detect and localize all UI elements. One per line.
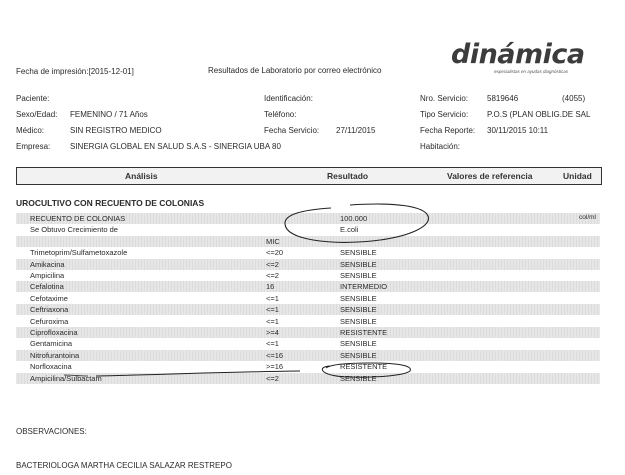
signature-name: BACTERIOLOGA MARTHA CECILIA SALAZAR RESTREPO	[16, 461, 232, 470]
mic-value-cell: <=20	[266, 248, 284, 258]
header-valores: Valores de referencia	[447, 171, 533, 181]
analisis-cell: RECUENTO DE COLONIAS	[30, 214, 126, 223]
sexo-label: Sexo/Edad:	[16, 110, 58, 119]
empresa-value: SINERGIA GLOBAL EN SALUD S.A.S - SINERGIA UBA 80	[70, 142, 281, 151]
tipo-servicio-label: Tipo Servicio:	[420, 110, 469, 119]
ident-label: Identificación:	[264, 94, 313, 103]
fecha-reporte-value: 30/11/2015 10:11	[487, 126, 549, 135]
mic-value-cell: <=1	[266, 339, 279, 349]
result-cell: 100.000	[340, 214, 368, 223]
analisis-cell: Nitrofurantoina	[30, 350, 80, 360]
header-resultado: Resultado	[327, 171, 369, 181]
mic-value-cell: 16	[266, 282, 275, 292]
observaciones-label: OBSERVACIONES:	[16, 427, 87, 436]
fecha-reporte-label: Fecha Reporte:	[420, 126, 476, 135]
mic-value-cell: <=2	[266, 259, 279, 269]
print-date: Fecha de impresión:[2015-12-01]	[16, 67, 134, 76]
result-cell: SENSIBLE	[340, 339, 377, 349]
result-cell: SENSIBLE	[340, 316, 377, 326]
empresa-label: Empresa:	[16, 142, 51, 151]
analisis-cell: Ampicilina/Sulbactam	[30, 373, 102, 383]
analisis-cell: Norfloxacina	[30, 362, 72, 372]
mic-value-cell: MIC	[266, 236, 280, 246]
fecha-servicio-value: 27/11/2015	[336, 126, 376, 135]
mic-value-cell: <=1	[266, 305, 279, 315]
sexo-value: FEMENINO / 71 Años	[70, 110, 148, 119]
fecha-servicio-label: Fecha Servicio:	[264, 126, 320, 135]
result-cell: SENSIBLE	[340, 350, 377, 360]
result-cell: SENSIBLE	[340, 373, 377, 383]
nro-servicio-label: Nro. Servicio:	[420, 94, 469, 103]
paciente-label: Paciente:	[16, 94, 50, 103]
nro-servicio-value: 5819646	[487, 94, 519, 103]
result-cell: SENSIBLE	[340, 248, 377, 258]
analisis-cell: Ampicilina	[30, 271, 65, 280]
header-analisis: Análisis	[125, 171, 158, 181]
logo-subtitle: especialistas en ayudas diagnósticas	[494, 69, 569, 74]
habitacion-label: Habitación:	[420, 142, 461, 151]
result-cell: SENSIBLE	[340, 293, 377, 303]
analisis-cell: Trimetoprim/Sulfametoxazole	[30, 248, 128, 258]
mic-value-cell: >=16	[266, 362, 284, 372]
report-title: Resultados de Laboratorio por correo electrónico	[208, 66, 382, 75]
medico-label: Médico:	[16, 126, 45, 135]
result-cell: INTERMEDIO	[340, 282, 388, 292]
analisis-cell: Ciprofloxacina	[30, 328, 78, 337]
analisis-cell: Cefalotina	[30, 282, 64, 292]
mic-value-cell: <=2	[266, 271, 279, 280]
analisis-cell: Amikacina	[30, 259, 65, 269]
analisis-cell: Ceftriaxona	[30, 305, 69, 315]
telefono-label: Teléfono:	[264, 110, 297, 119]
tipo-servicio-value: P.O.S (PLAN OBLIG.DE SAL	[487, 110, 591, 119]
analisis-cell: Se Obtuvo Crecimiento de	[30, 225, 118, 235]
result-cell: RESISTENTE	[340, 362, 388, 372]
mic-value-cell: <=1	[266, 316, 279, 326]
result-cell: SENSIBLE	[340, 271, 377, 280]
medico-value: SIN REGISTRO MEDICO	[70, 126, 162, 135]
header-unidad: Unidad	[563, 171, 592, 181]
result-cell: SENSIBLE	[340, 259, 377, 269]
nro-servicio-extra: (4055)	[562, 94, 586, 103]
result-cell: E.coli	[340, 225, 359, 235]
analisis-cell: Cefotaxime	[30, 293, 68, 303]
mic-value-cell: <=16	[266, 350, 284, 360]
analisis-cell: Gentamicina	[30, 339, 73, 349]
result-cell: SENSIBLE	[340, 305, 377, 315]
mic-value-cell: <=2	[266, 373, 279, 383]
result-cell: RESISTENTE	[340, 328, 388, 337]
mic-value-cell: >=4	[266, 328, 279, 337]
dinamica-logo: dinámica	[451, 39, 585, 70]
analisis-cell: Cefuroxima	[30, 316, 69, 326]
mic-value-cell: <=1	[266, 293, 279, 303]
section-title: UROCULTIVO CON RECUENTO DE COLONIAS	[16, 198, 205, 208]
unit-cell: col/ml	[579, 214, 596, 221]
